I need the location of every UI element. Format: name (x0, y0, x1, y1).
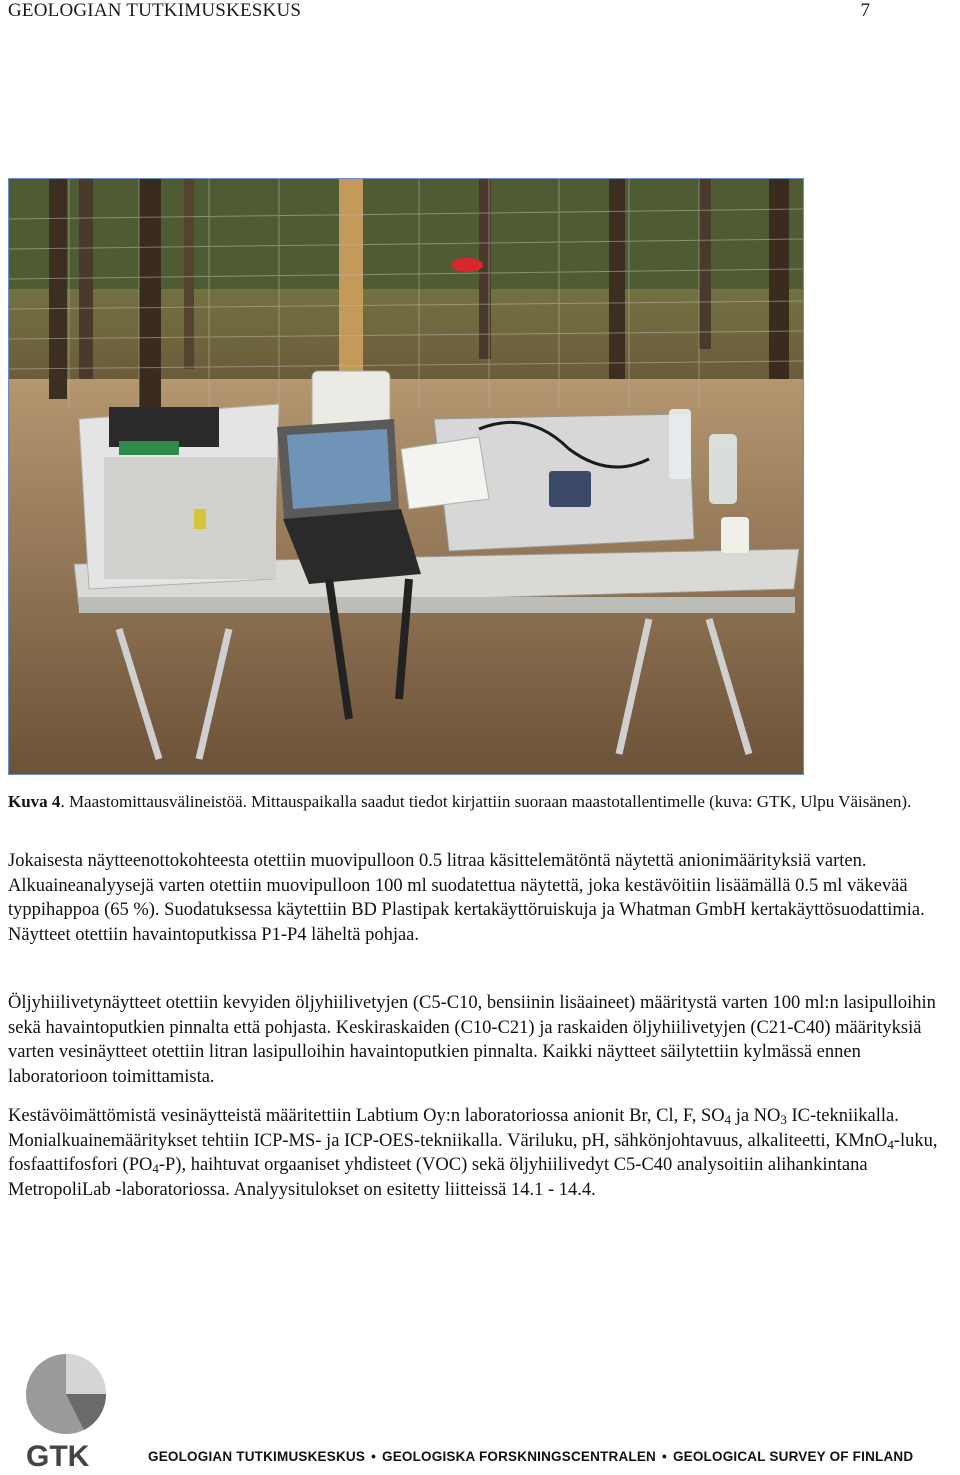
analyses-text-1: Kestävöimättömistä vesinäytteistä määritettiin Labtium Oy:n laboratoriossa anionit Br, Cl, F, SO (8, 1106, 725, 1126)
org-name-en: GEOLOGICAL SURVEY OF FINLAND (672, 1449, 914, 1464)
footer-organisation (148, 1449, 928, 1464)
analyses-text-5: -P), haihtuvat orgaaniset yhdisteet (VOC) sekä öljyhiilivedyt C5-C40 analysoitiin alihankintana MetropoliLab -laboratoriossa. Analyysitulokset on esitetty liitteissä 14.1 - 14.4. (8, 1155, 868, 1200)
gtk-logo (24, 1352, 114, 1470)
field-equipment-photo (8, 178, 804, 775)
subscript: 4 (724, 1112, 732, 1128)
analyses-text-4: -luku, fosfaattifosfori (PO (8, 1130, 938, 1175)
org-name-sv: GEOLOGISKA FORSKNINGSCENTRALEN (382, 1449, 657, 1464)
separator-dot: • (662, 1449, 667, 1464)
paragraph-sampling: Jokaisesta näytteenottokohteesta otettiin muovipulloon 0.5 litraa käsittelemätöntä näytettä anionimäärityksiä varten. Alkuaineanalyysejä varten otettiin muovipulloon 100 ml suodatettua näytettä, joka kestävöitiin lisäämällä 0.5 ml väkevää typpihappoa (65 %). Suodatuksessa käytettiin BD Plastipak kertakäyttöruiskuja ja Whatman GmbH kertakäyttösuodattimia. Näytteet otettiin havaintoputkissa P1-P4 läheltä pohjaa. (8, 851, 925, 945)
subscript: 4 (887, 1136, 894, 1152)
page-header (8, 0, 870, 24)
figure-label: Kuva 4 (8, 792, 61, 811)
logo-text: GTK (26, 1440, 90, 1470)
org-name-fi: GEOLOGIAN TUTKIMUSKESKUS (148, 1449, 366, 1464)
figure-caption (8, 790, 948, 814)
analyses-text-2: ja NO (731, 1106, 781, 1126)
header-title: GEOLOGIAN TUTKIMUSKESKUS (8, 0, 302, 21)
subscript: 4 (152, 1161, 159, 1177)
paragraph-analyses (8, 1104, 960, 1202)
paragraph-hydrocarbons: Öljyhiilivetynäytteet otettiin kevyiden öljyhiilivetyjen (C5-C10, bensiinin lisäaineet) määritystä varten 100 ml:n lasipulloihin sekä havaintoputkien pinnalta että pohjasta. Keskiraskaiden (C10-C21) ja raskaiden öljyhiilivetyjen (C21-C40) määrityksiä varten vesinäytteet otettiin litran lasipulloihin havaintoputkien pinnalta. Kaikki näytteet säilytettiin kylmässä ennen laboratorioon toimittamista. (8, 993, 936, 1087)
figure-caption-text: . Maastomittausvälineistöä. Mittauspaikalla saadut tiedot kirjattiin suoraan maastotallentimelle (kuva: GTK, Ulpu Väisänen). (60, 792, 912, 811)
analyses-text-3: IC-tekniikalla. Monialkuainemääritykset tehtiin ICP-MS- ja ICP-OES-tekniikalla. Väriluku, pH, sähkönjohtavuus, alkaliteetti, KMnO (8, 1106, 899, 1151)
subscript: 3 (780, 1112, 787, 1128)
page-number: 7 (860, 0, 870, 21)
separator-dot: • (371, 1449, 376, 1464)
